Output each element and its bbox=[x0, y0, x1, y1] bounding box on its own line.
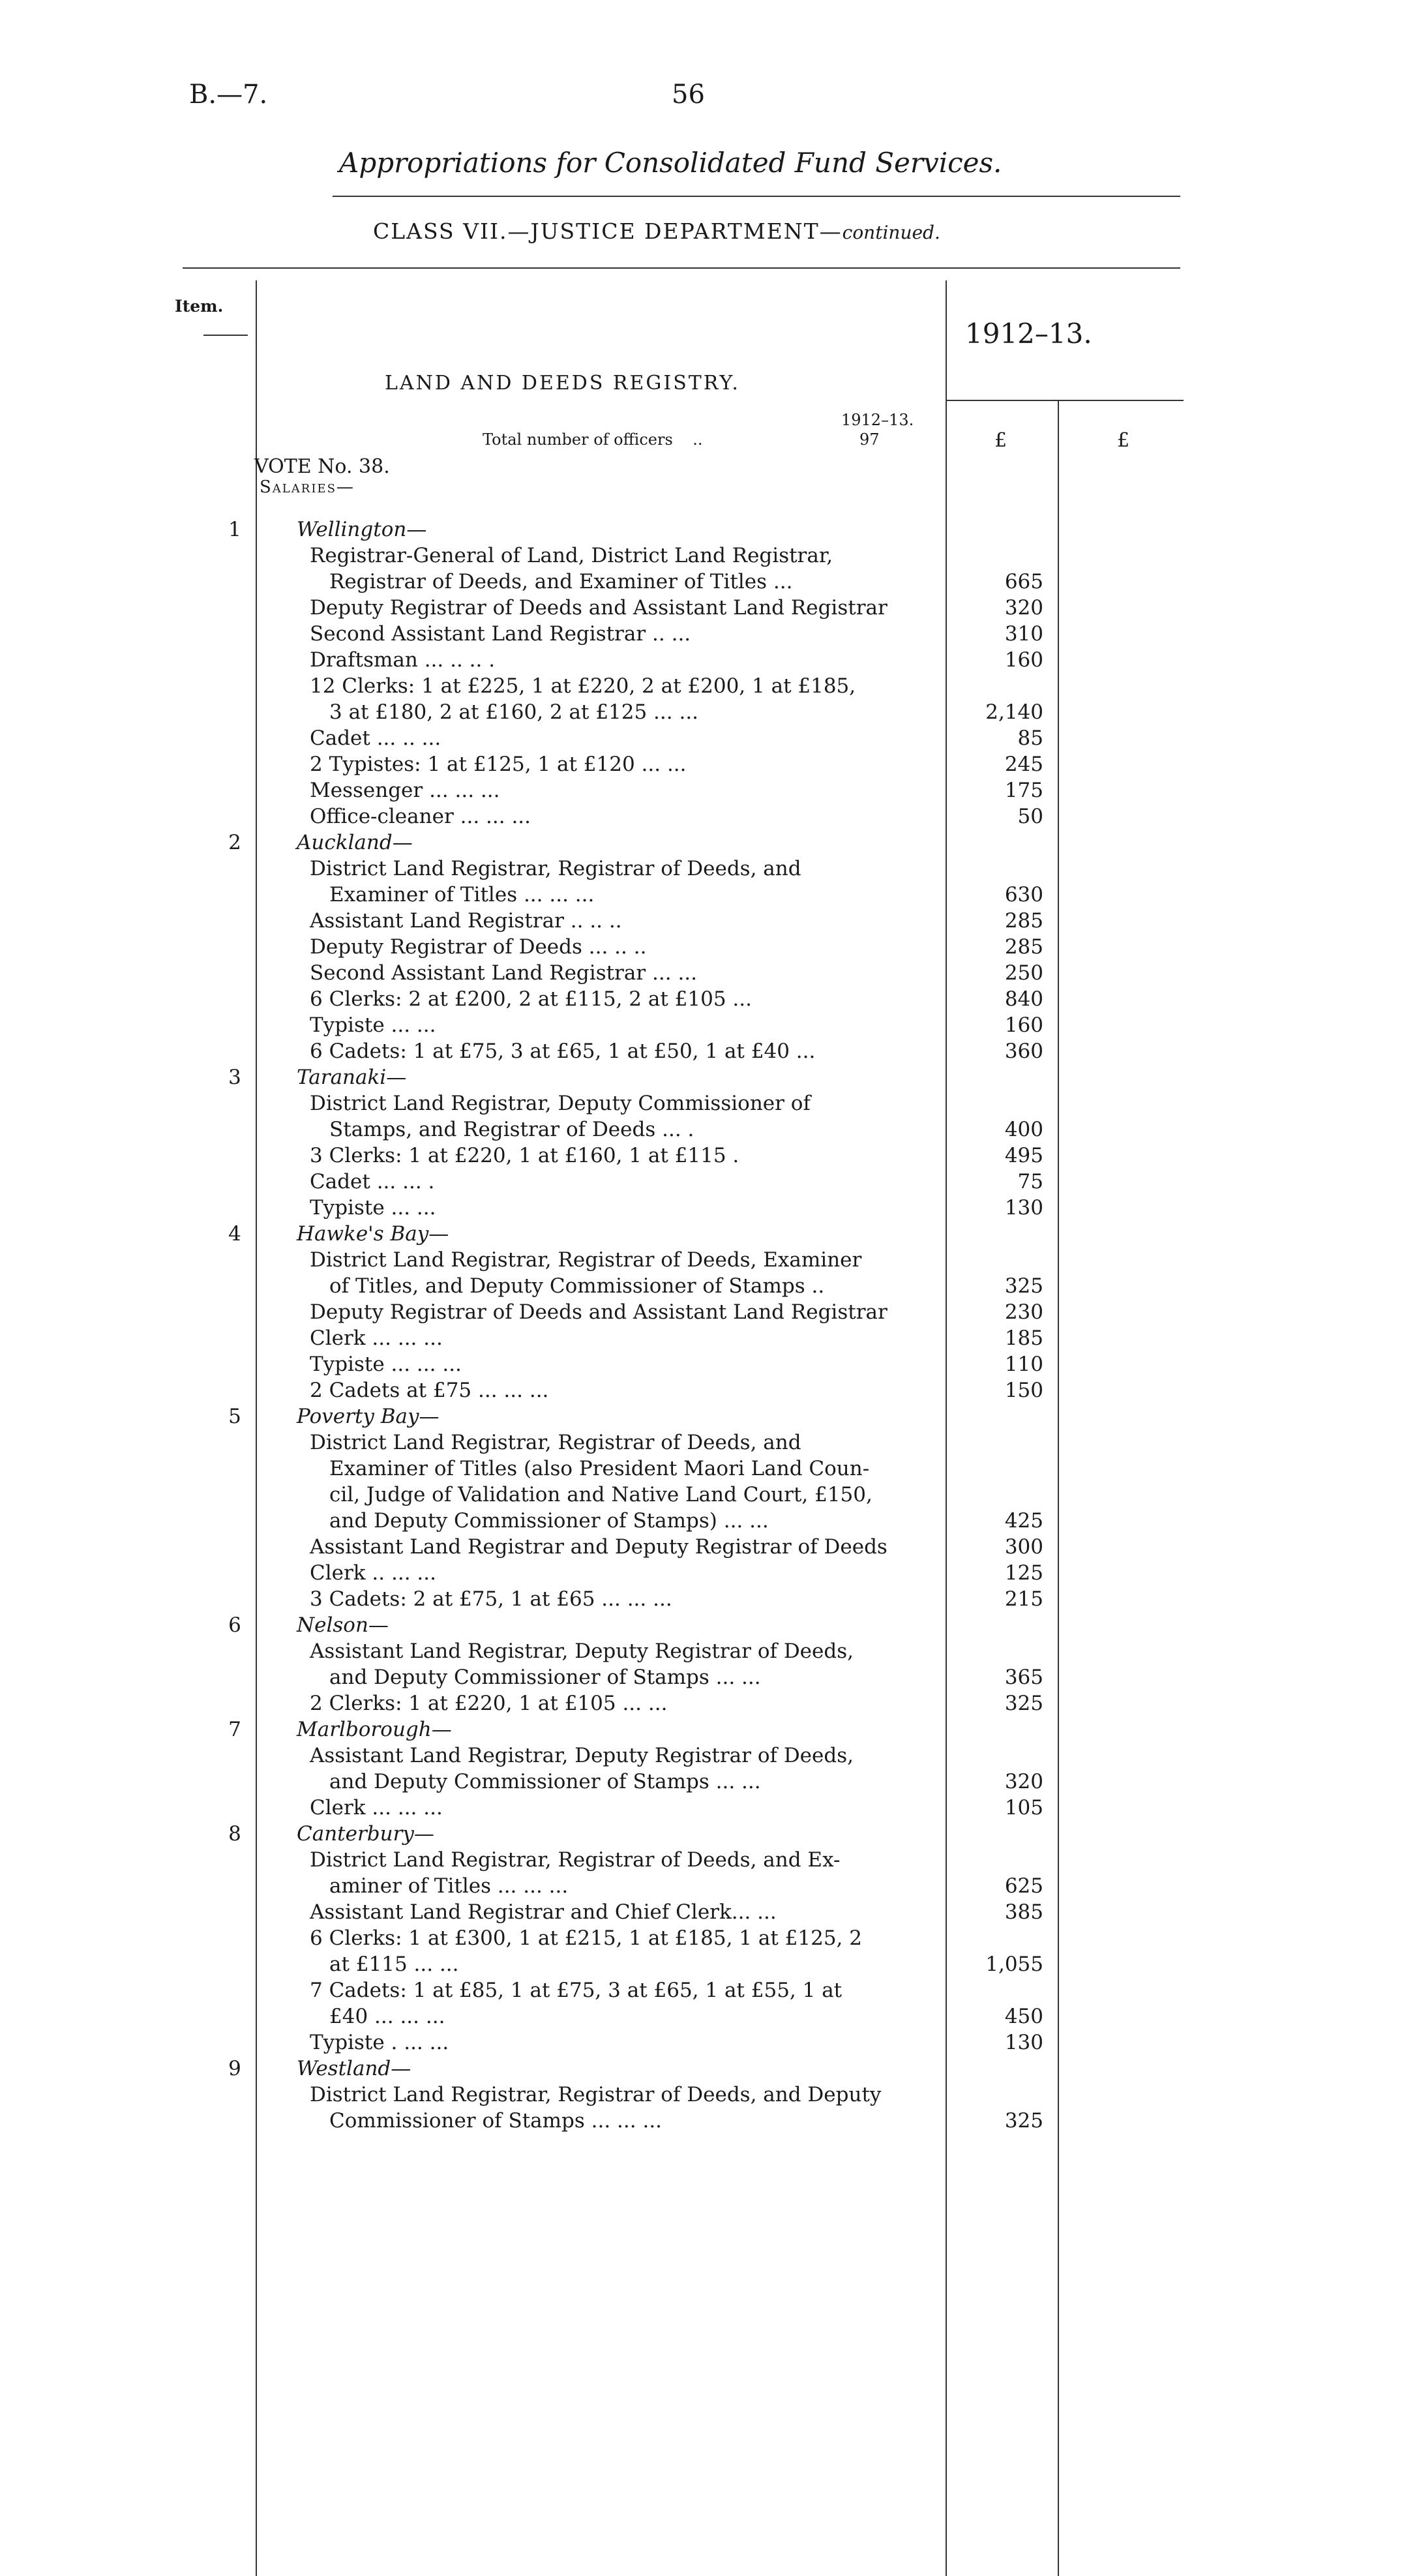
entry-amount: 310 bbox=[1004, 622, 1043, 646]
entry-description: 6 Clerks: 1 at £300, 1 at £215, 1 at £185, 1 at £125, 2 bbox=[310, 1926, 862, 1950]
entry-amount: 495 bbox=[1004, 1144, 1043, 1167]
entry-description: District Land Registrar, Registrar of Deeds, Examiner bbox=[310, 1248, 862, 1272]
district-heading: Hawke's Bay— bbox=[297, 1222, 449, 1246]
entry-description: Stamps, and Registrar of Deeds ... . bbox=[329, 1118, 694, 1141]
officers-label-dots: .. bbox=[693, 430, 703, 449]
entry-amount: 85 bbox=[1017, 726, 1043, 750]
entry-description: Examiner of Titles (also President Maori Land Coun- bbox=[329, 1457, 870, 1480]
entry-description: and Deputy Commissioner of Stamps ... ... bbox=[329, 1666, 761, 1689]
table-row bbox=[0, 856, 1417, 882]
entry-description: 6 Cadets: 1 at £75, 3 at £65, 1 at £50, 1 at £40 ... bbox=[310, 1040, 816, 1063]
table-row bbox=[0, 960, 1417, 986]
entry-description: Commissioner of Stamps ... ... ... bbox=[329, 2109, 663, 2133]
table-row bbox=[0, 1847, 1417, 1873]
item-number: 2 bbox=[228, 831, 241, 854]
table-row bbox=[0, 1586, 1417, 1612]
table-row bbox=[0, 1247, 1417, 1273]
table-row bbox=[0, 1612, 1417, 1638]
district-heading: Canterbury— bbox=[297, 1822, 434, 1846]
entry-description: Office-cleaner ... ... ... bbox=[310, 805, 531, 828]
class-title-main: CLASS VII.—JUSTICE DEPARTMENT— bbox=[373, 218, 843, 244]
table-row bbox=[0, 2108, 1417, 2134]
entry-description: and Deputy Commissioner of Stamps ... ... bbox=[329, 1770, 761, 1793]
item-number: 3 bbox=[228, 1066, 241, 1089]
rule-under-title bbox=[333, 196, 1180, 197]
entry-description: and Deputy Commissioner of Stamps) ... ... bbox=[329, 1509, 769, 1533]
entry-amount: 250 bbox=[1004, 961, 1043, 985]
table-row bbox=[0, 1273, 1417, 1299]
table-row bbox=[0, 1064, 1417, 1090]
entry-description: Deputy Registrar of Deeds and Assistant Land Registrar bbox=[310, 1300, 887, 1324]
entry-description: Assistant Land Registrar, Deputy Registrar of Deeds, bbox=[310, 1640, 854, 1663]
entry-description: of Titles, and Deputy Commissioner of Stamps .. bbox=[329, 1274, 825, 1298]
table-row bbox=[0, 1951, 1417, 1977]
entry-description: Assistant Land Registrar and Deputy Registrar of Deeds bbox=[310, 1535, 887, 1559]
table-row bbox=[0, 1299, 1417, 1325]
entry-description: at £115 ... ... bbox=[329, 1953, 459, 1976]
table-row bbox=[0, 490, 1417, 517]
table-row bbox=[0, 699, 1417, 725]
entry-amount: 130 bbox=[1004, 1196, 1043, 1220]
entry-description: Registrar-General of Land, District Land Registrar, bbox=[310, 544, 833, 567]
entry-amount: 630 bbox=[1004, 883, 1043, 906]
entry-amount: 1,055 bbox=[985, 1953, 1043, 1976]
entry-amount: 75 bbox=[1017, 1170, 1043, 1193]
entry-description: 3 Cadets: 2 at £75, 1 at £65 ... ... ... bbox=[310, 1587, 672, 1611]
table-row bbox=[0, 2056, 1417, 2082]
report-code: B.—7. bbox=[189, 80, 268, 110]
table-row bbox=[0, 1403, 1417, 1430]
entry-amount: 325 bbox=[1004, 1274, 1043, 1298]
table-row bbox=[0, 673, 1417, 699]
item-number: 8 bbox=[228, 1822, 241, 1846]
entry-amount: 130 bbox=[1004, 2031, 1043, 2054]
entry-amount: 325 bbox=[1004, 2109, 1043, 2133]
entry-description: Deputy Registrar of Deeds and Assistant Land Registrar bbox=[310, 596, 887, 620]
table-row bbox=[0, 1325, 1417, 1351]
entry-amount: 105 bbox=[1004, 1796, 1043, 1820]
entry-description: Typiste ... ... bbox=[310, 1013, 436, 1037]
entry-amount: 215 bbox=[1004, 1587, 1043, 1611]
entry-description: Second Assistant Land Registrar .. ... bbox=[310, 622, 691, 646]
entry-description: Clerk .. ... ... bbox=[310, 1561, 436, 1585]
item-number: 1 bbox=[228, 518, 241, 541]
table-row bbox=[0, 1638, 1417, 1664]
district-heading: Wellington— bbox=[297, 518, 427, 541]
entry-description: 2 Cadets at £75 ... ... ... bbox=[310, 1379, 549, 1402]
pound-symbol-right: £ bbox=[1117, 429, 1130, 452]
pound-symbol-left: £ bbox=[994, 429, 1007, 452]
table-row bbox=[0, 1143, 1417, 1169]
entry-amount: 230 bbox=[1004, 1300, 1043, 1324]
entry-amount: 385 bbox=[1004, 1900, 1043, 1924]
section-title: LAND AND DEEDS REGISTRY. bbox=[385, 372, 740, 395]
table-row bbox=[0, 1012, 1417, 1038]
entry-description: Assistant Land Registrar and Chief Clerk... ... bbox=[310, 1900, 777, 1924]
table-row bbox=[0, 934, 1417, 960]
table-row bbox=[0, 569, 1417, 595]
table-row bbox=[0, 1690, 1417, 1716]
district-heading: Auckland— bbox=[297, 831, 413, 854]
entry-amount: 365 bbox=[1004, 1666, 1043, 1689]
vote-number: VOTE No. 38. bbox=[254, 455, 390, 478]
officers-label-text: Total number of officers bbox=[483, 430, 673, 449]
entry-amount: 425 bbox=[1004, 1509, 1043, 1533]
table-row bbox=[0, 1508, 1417, 1534]
entry-description: Draftsman ... .. .. . bbox=[310, 648, 496, 672]
table-row bbox=[0, 543, 1417, 569]
table-row bbox=[0, 1169, 1417, 1195]
table-row bbox=[0, 1560, 1417, 1586]
table-row bbox=[0, 2029, 1417, 2056]
page-number: 56 bbox=[672, 80, 705, 110]
entry-amount: 245 bbox=[1004, 753, 1043, 776]
entry-amount: 2,140 bbox=[985, 700, 1043, 724]
entry-description: 2 Clerks: 1 at £220, 1 at £105 ... ... bbox=[310, 1692, 668, 1715]
entry-description: Assistant Land Registrar .. .. .. bbox=[310, 909, 622, 933]
entry-amount: 450 bbox=[1004, 2005, 1043, 2028]
officers-label bbox=[483, 430, 703, 449]
rule-under-class bbox=[183, 267, 1180, 269]
table-row bbox=[0, 1482, 1417, 1508]
entry-description: £40 ... ... ... bbox=[329, 2005, 445, 2028]
item-number: 4 bbox=[228, 1222, 241, 1246]
entry-amount: 325 bbox=[1004, 1692, 1043, 1715]
entry-description: 3 Clerks: 1 at £220, 1 at £160, 1 at £115 . bbox=[310, 1144, 739, 1167]
table-row bbox=[0, 1769, 1417, 1795]
entry-description: District Land Registrar, Registrar of Deeds, and Ex- bbox=[310, 1848, 841, 1872]
table-row bbox=[0, 830, 1417, 856]
table-row bbox=[0, 908, 1417, 934]
year-column-header: 1912–13. bbox=[965, 318, 1092, 350]
entry-amount: 150 bbox=[1004, 1379, 1043, 1402]
table-row bbox=[0, 1873, 1417, 1899]
page-title: Appropriations for Consolidated Fund Services. bbox=[339, 147, 1002, 179]
district-heading: Nelson— bbox=[297, 1613, 389, 1637]
entry-amount: 400 bbox=[1004, 1118, 1043, 1141]
entry-description: 6 Clerks: 2 at £200, 2 at £115, 2 at £105 ... bbox=[310, 987, 752, 1011]
table-row bbox=[0, 621, 1417, 647]
entry-description: District Land Registrar, Registrar of Deeds, and Deputy bbox=[310, 2083, 882, 2106]
entry-amount: 125 bbox=[1004, 1561, 1043, 1585]
entry-description: District Land Registrar, Registrar of Deeds, and bbox=[310, 1431, 801, 1454]
table-row bbox=[0, 1377, 1417, 1403]
entry-description: cil, Judge of Validation and Native Land Court, £150, bbox=[329, 1483, 873, 1506]
entry-description: District Land Registrar, Deputy Commissioner of bbox=[310, 1092, 811, 1115]
entry-description: Second Assistant Land Registrar ... ... bbox=[310, 961, 698, 985]
table-row bbox=[0, 1534, 1417, 1560]
year-header-rule bbox=[946, 400, 1184, 401]
entry-description: Typiste ... ... bbox=[310, 1196, 436, 1220]
entry-amount: 160 bbox=[1004, 648, 1043, 672]
entry-amount: 320 bbox=[1004, 596, 1043, 620]
entry-description: Typiste . ... ... bbox=[310, 2031, 449, 2054]
entry-amount: 160 bbox=[1004, 1013, 1043, 1037]
entry-description: 3 at £180, 2 at £160, 2 at £125 ... ... bbox=[329, 700, 699, 724]
table-row bbox=[0, 1430, 1417, 1456]
entry-description: Clerk ... ... ... bbox=[310, 1796, 443, 1820]
entry-amount: 665 bbox=[1004, 570, 1043, 593]
table-row bbox=[0, 1090, 1417, 1116]
item-column-header: Item. bbox=[175, 297, 224, 316]
district-heading: Poverty Bay— bbox=[297, 1405, 440, 1428]
item-number: 5 bbox=[228, 1405, 241, 1428]
table-row bbox=[0, 986, 1417, 1012]
table-row bbox=[0, 647, 1417, 673]
table-row bbox=[0, 803, 1417, 830]
item-number: 7 bbox=[228, 1718, 241, 1741]
table-row bbox=[0, 882, 1417, 908]
district-heading: Westland— bbox=[297, 2057, 411, 2080]
entry-description: Messenger ... ... ... bbox=[310, 779, 500, 802]
entry-description: Assistant Land Registrar, Deputy Registrar of Deeds, bbox=[310, 1744, 854, 1767]
table-row bbox=[0, 1195, 1417, 1221]
entry-amount: 625 bbox=[1004, 1874, 1043, 1898]
entry-amount: 320 bbox=[1004, 1770, 1043, 1793]
table-row bbox=[0, 1821, 1417, 1847]
table-row bbox=[0, 1925, 1417, 1951]
entry-description: Typiste ... ... ... bbox=[310, 1353, 462, 1376]
table-row bbox=[0, 1221, 1417, 1247]
entry-description: Registrar of Deeds, and Examiner of Titles ... bbox=[329, 570, 793, 593]
class-title bbox=[373, 218, 940, 244]
table-row bbox=[0, 725, 1417, 751]
entry-amount: 285 bbox=[1004, 909, 1043, 933]
class-title-suffix: continued. bbox=[842, 222, 940, 243]
entry-description: Cadet ... ... . bbox=[310, 1170, 435, 1193]
table-row bbox=[0, 777, 1417, 803]
item-header-rule bbox=[203, 335, 248, 336]
salaries-heading: Salaries— bbox=[260, 477, 355, 497]
entry-description: Deputy Registrar of Deeds ... .. .. bbox=[310, 935, 647, 959]
entry-amount: 185 bbox=[1004, 1326, 1043, 1350]
entry-description: aminer of Titles ... ... ... bbox=[329, 1874, 569, 1898]
district-heading: Taranaki— bbox=[297, 1066, 407, 1089]
table-row bbox=[0, 517, 1417, 543]
entry-amount: 110 bbox=[1004, 1353, 1043, 1376]
table-row bbox=[0, 1351, 1417, 1377]
entry-description: Clerk ... ... ... bbox=[310, 1326, 443, 1350]
table-row bbox=[0, 1899, 1417, 1925]
entry-description: 7 Cadets: 1 at £85, 1 at £75, 3 at £65, 1 at £55, 1 at bbox=[310, 1979, 843, 2002]
entry-amount: 285 bbox=[1004, 935, 1043, 959]
item-number: 9 bbox=[228, 2057, 241, 2080]
table-row bbox=[0, 1038, 1417, 1064]
entry-amount: 300 bbox=[1004, 1535, 1043, 1559]
table-row bbox=[0, 1743, 1417, 1769]
table-row bbox=[0, 1456, 1417, 1482]
table-row bbox=[0, 1664, 1417, 1690]
entry-description: 12 Clerks: 1 at £225, 1 at £220, 2 at £200, 1 at £185, bbox=[310, 674, 856, 698]
officers-year: 1912–13. bbox=[841, 411, 914, 429]
entry-description: Cadet ... .. ... bbox=[310, 726, 441, 750]
table-row bbox=[0, 2003, 1417, 2029]
table-row bbox=[0, 1977, 1417, 2003]
entry-description: District Land Registrar, Registrar of Deeds, and bbox=[310, 857, 801, 880]
entry-amount: 175 bbox=[1004, 779, 1043, 802]
entry-description: Examiner of Titles ... ... ... bbox=[329, 883, 595, 906]
district-heading: Marlborough— bbox=[297, 1718, 452, 1741]
table-row bbox=[0, 1716, 1417, 1743]
entry-amount: 840 bbox=[1004, 987, 1043, 1011]
entry-description: 2 Typistes: 1 at £125, 1 at £120 ... ... bbox=[310, 753, 687, 776]
officers-count: 97 bbox=[859, 430, 880, 449]
entry-amount: 360 bbox=[1004, 1040, 1043, 1063]
item-number: 6 bbox=[228, 1613, 241, 1637]
table-row bbox=[0, 751, 1417, 777]
table-row bbox=[0, 1116, 1417, 1143]
table-row bbox=[0, 2082, 1417, 2108]
table-row bbox=[0, 1795, 1417, 1821]
entry-amount: 50 bbox=[1017, 805, 1043, 828]
table-row bbox=[0, 595, 1417, 621]
